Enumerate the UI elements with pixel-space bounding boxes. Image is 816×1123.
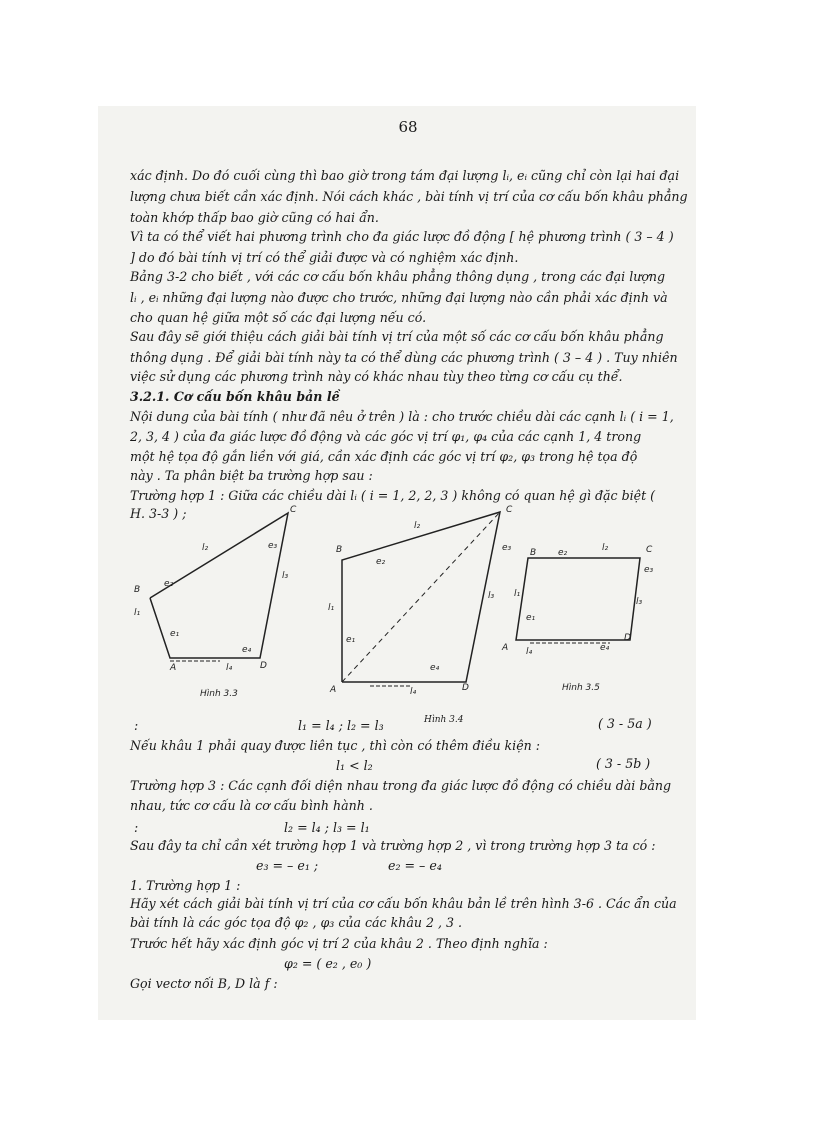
label-l4: l₄ <box>410 687 417 697</box>
text-line: toàn khớp thấp bao giờ cũng có hai ẩn. <box>130 210 379 225</box>
figure-3-5 <box>501 543 654 693</box>
eq-3-5a-colon: : <box>134 718 139 733</box>
eq-3-6-colon: : <box>134 820 139 835</box>
label-B: B <box>336 545 343 555</box>
text-line: cho quan hệ giữa một số các đại lượng nếu có. <box>130 310 427 325</box>
eq-3-5a: l₁ = l₄ ; l₂ = l₃ <box>298 718 384 733</box>
text-line: thông dụng . Để giải bài tính này ta có thể dùng các phương trình ( 3 – 4 ) . Tuy nhiên <box>130 350 678 365</box>
label-e3: e₃ <box>268 541 278 551</box>
text-line: Sau đây sẽ giới thiệu cách giải bài tính vị trí của một số các cơ cấu bốn khâu phẳng <box>130 329 664 344</box>
label-l3: l₃ <box>636 597 643 607</box>
label-l3: l₃ <box>488 591 495 601</box>
label-e1: e₁ <box>170 629 180 639</box>
label-A: A <box>502 643 509 653</box>
text-line: Trước hết hãy xác định góc vị trí 2 của khâu 2 . Theo định nghĩa : <box>130 936 548 951</box>
page-number: 68 <box>398 118 418 136</box>
figure-3-4 <box>328 505 513 697</box>
label-D: D <box>260 661 267 671</box>
text-line: lᵢ , eᵢ những đại lượng nào được cho trước, những đại lượng nào cần phải xác định và <box>130 290 668 305</box>
text-line: H. 3-3 ) ; <box>130 506 187 521</box>
label-B: B <box>134 585 141 595</box>
text-line: Sau đây ta chỉ cần xét trường hợp 1 và trường hợp 2 , vì trong trường hợp 3 ta có : <box>130 838 656 853</box>
text-line: lượng chưa biết cần xác định. Nói cách khác , bài tính vị trí của cơ cấu bốn khâu phẳng <box>130 189 688 204</box>
text-line: Vì ta có thể viết hai phương trình cho đa giác lược đồ động [ hệ phương trình ( 3 – 4 ) <box>130 229 674 244</box>
eq-e3: e₃ = – e₁ ; <box>256 858 319 873</box>
caption-3-4: Hình 3.4 <box>424 715 464 725</box>
label-l4: l₄ <box>526 647 533 657</box>
text-line: 2, 3, 4 ) của đa giác lược đồ động và các góc vị trí φ₁, φ₄ của các cạnh 1, 4 trong <box>130 429 642 444</box>
eq-3-5b-tag: ( 3 - 5b ) <box>596 756 651 771</box>
label-D: D <box>624 633 631 643</box>
label-e3: e₃ <box>502 543 512 553</box>
label-e3: e₃ <box>644 565 654 575</box>
text-line: xác định. Do đó cuối cùng thì bao giờ trong tám đại lượng lᵢ, eᵢ cũng chỉ còn lại hai đại <box>130 168 680 183</box>
text-line: việc sử dụng các phương trình này có khác nhau tùy theo từng cơ cấu cụ thể. <box>130 369 623 384</box>
text-line: Nội dung của bài tính ( như đã nêu ở trên ) là : cho trước chiều dài các cạnh lᵢ ( i = 1, <box>130 409 674 424</box>
label-C: C <box>646 545 653 555</box>
label-e4: e₄ <box>600 643 610 653</box>
label-l1: l₁ <box>134 608 141 618</box>
label-e4: e₄ <box>430 663 440 673</box>
label-e4: e₄ <box>242 645 252 655</box>
figure-3-3 <box>134 505 297 699</box>
label-A: A <box>330 685 337 695</box>
label-C: C <box>290 505 297 515</box>
caption-3-3: Hình 3.3 <box>200 689 238 699</box>
eq-phi2: φ₂ = ( e₂ , e₀ ) <box>284 956 372 971</box>
text-line: Trường hợp 1 : Giữa các chiều dài lᵢ ( i = 1, 2, 2, 3 ) không có quan hệ gì đặc biệt ( <box>130 488 656 503</box>
label-e2: e₂ <box>164 579 174 589</box>
eq-3-5b: l₁ < l₂ <box>336 758 373 773</box>
label-l1: l₁ <box>328 603 335 613</box>
text-line: Nếu khâu 1 phải quay được liên tục , thì còn có thêm điều kiện : <box>130 738 541 753</box>
text-line: Hãy xét cách giải bài tính vị trí của cơ cấu bốn khâu bản lề trên hình 3-6 . Các ẩn của <box>130 896 677 911</box>
subsection-heading: 1. Trường hợp 1 : <box>130 878 241 893</box>
label-C: C <box>506 505 513 515</box>
label-l1: l₁ <box>514 589 521 599</box>
eq-3-6: l₂ = l₄ ; l₃ = l₁ <box>284 820 370 835</box>
label-e1: e₁ <box>526 613 536 623</box>
label-e2: e₂ <box>376 557 386 567</box>
label-l2: l₂ <box>202 543 209 553</box>
text-line: Bảng 3-2 cho biết , với các cơ cấu bốn khâu phẳng thông dụng , trong các đại lượng <box>130 269 666 284</box>
label-e2: e₂ <box>558 548 568 558</box>
label-B: B <box>530 548 537 558</box>
eq-3-5a-tag: ( 3 - 5a ) <box>598 716 652 731</box>
eq-e2: e₂ = – e₄ <box>388 858 442 873</box>
section-heading: 3.2.1. Cơ cấu bốn khâu bản lề <box>130 389 340 404</box>
text-line: nhau, tức cơ cấu là cơ cấu bình hành . <box>130 798 373 813</box>
label-l2: l₂ <box>414 521 421 531</box>
text-line: một hệ tọa độ gắn liền với giá, cần xác định các góc vị trí φ₂, φ₃ trong hệ tọa độ <box>130 449 638 464</box>
caption-3-5: Hình 3.5 <box>562 683 600 693</box>
label-l4: l₄ <box>226 663 233 673</box>
label-D: D <box>462 683 469 693</box>
text-line: này . Ta phân biệt ba trường hợp sau : <box>130 468 373 483</box>
label-l2: l₂ <box>602 543 609 553</box>
text-line: bài tính là các góc tọa độ φ₂ , φ₃ của các khâu 2 , 3 . <box>130 915 463 930</box>
label-A: A <box>170 663 177 673</box>
text-line: ] do đó bài tính vị trí có thể giải được và có nghiệm xác định. <box>130 250 519 265</box>
label-l3: l₃ <box>282 571 289 581</box>
mechanism-figure <box>110 500 680 720</box>
text-line: Gọi vectơ nối B, D là f : <box>130 976 278 991</box>
label-e1: e₁ <box>346 635 356 645</box>
text-line: Trường hợp 3 : Các cạnh đối diện nhau trong đa giác lược đồ động có chiều dài bằng <box>130 778 672 793</box>
